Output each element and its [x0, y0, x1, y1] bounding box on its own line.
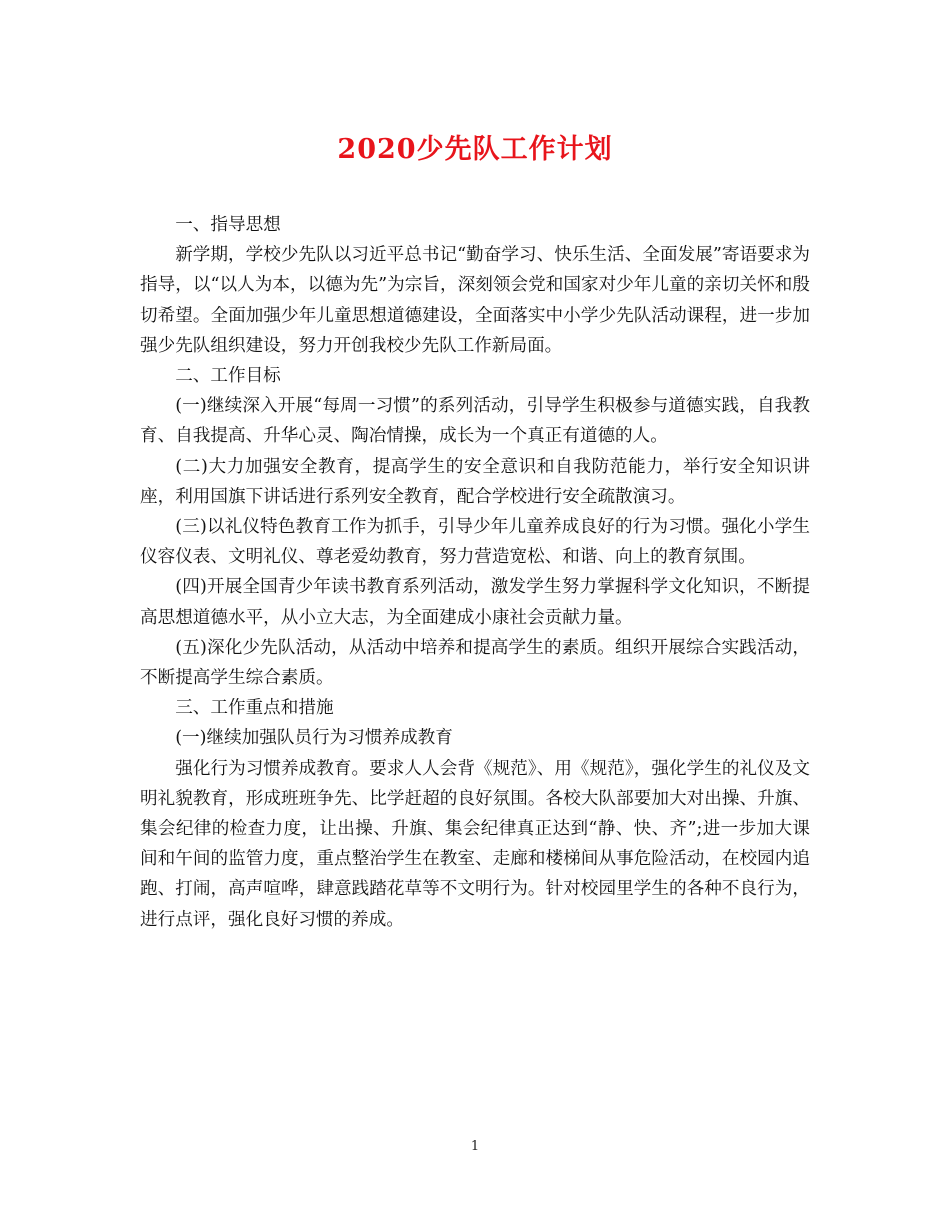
goal-item-3: (三)以礼仪特色教育工作为抓手，引导少年儿童养成良好的行为习惯。强化小学生仪容仪表、文明礼仪、尊老爱幼教育，努力营造宽松、和谐、向上的教育氛围。	[140, 517, 810, 568]
paragraph-guiding-ideology: 新学期，学校少先队以习近平总书记“勤奋学习、快乐生活、全面发展”寄语要求为指导，以“以人为本，以德为先”为宗旨，深刻领会党和国家对少年儿童的亲切关怀和殷切希望。全面加强少年儿童思想道德建设，全面落实中小学少先队活动课程，进一步加强少先队组织建设，努力开创我校少先队工作新局面。	[140, 245, 810, 356]
goal-item-1: (一)继续深入开展“每周一习惯”的系列活动，引导学生积极参与道德实践，自我教育、自我提高、升华心灵、陶冶情操，成长为一个真正有道德的人。	[140, 396, 810, 447]
document-body	[140, 210, 810, 935]
section-heading-work-goals: 二、工作目标	[175, 366, 281, 387]
document-title: 2020少先队工作计划	[337, 134, 613, 165]
goal-item-2: (二)大力加强安全教育，提高学生的安全意识和自我防范能力，举行安全知识讲座，利用国旗下讲话进行系列安全教育，配合学校进行安全疏散演习。	[140, 456, 810, 507]
subsection-heading-habit-education: (一)继续加强队员行为习惯养成教育	[175, 728, 453, 749]
paragraph-habit-education: 强化行为习惯养成教育。要求人人会背《规范》、用《规范》，强化学生的礼仪及文明礼貌教育，形成班班争先、比学赶超的良好氛围。各校大队部要加大对出操、升旗、集会纪律的检查力度，让出操、升旗、集会纪律真正达到“静、快、齐”;进一步加大课间和午间的监管力度，重点整治学生在教室、走廊和楼梯间从事危险活动，在校园内追跑、打闹，高声喧哗，肆意践踏花草等不文明行为。针对校园里学生的各种不良行为，进行点评，强化良好习惯的养成。	[140, 758, 810, 930]
section-heading-guiding-ideology: 一、指导思想	[175, 215, 281, 235]
page-number: 1	[470, 1139, 480, 1154]
section-heading-key-measures: 三、工作重点和措施	[175, 698, 334, 719]
goal-item-5: (五)深化少先队活动，从活动中培养和提高学生的素质。组织开展综合实践活动，不断提高学生综合素质。	[140, 637, 810, 689]
goal-item-4: (四)开展全国青少年读书教育系列活动，激发学生努力掌握科学文化知识，不断提高思想道德水平，从小立大志，为全面建成小康社会贡献力量。	[140, 577, 810, 628]
